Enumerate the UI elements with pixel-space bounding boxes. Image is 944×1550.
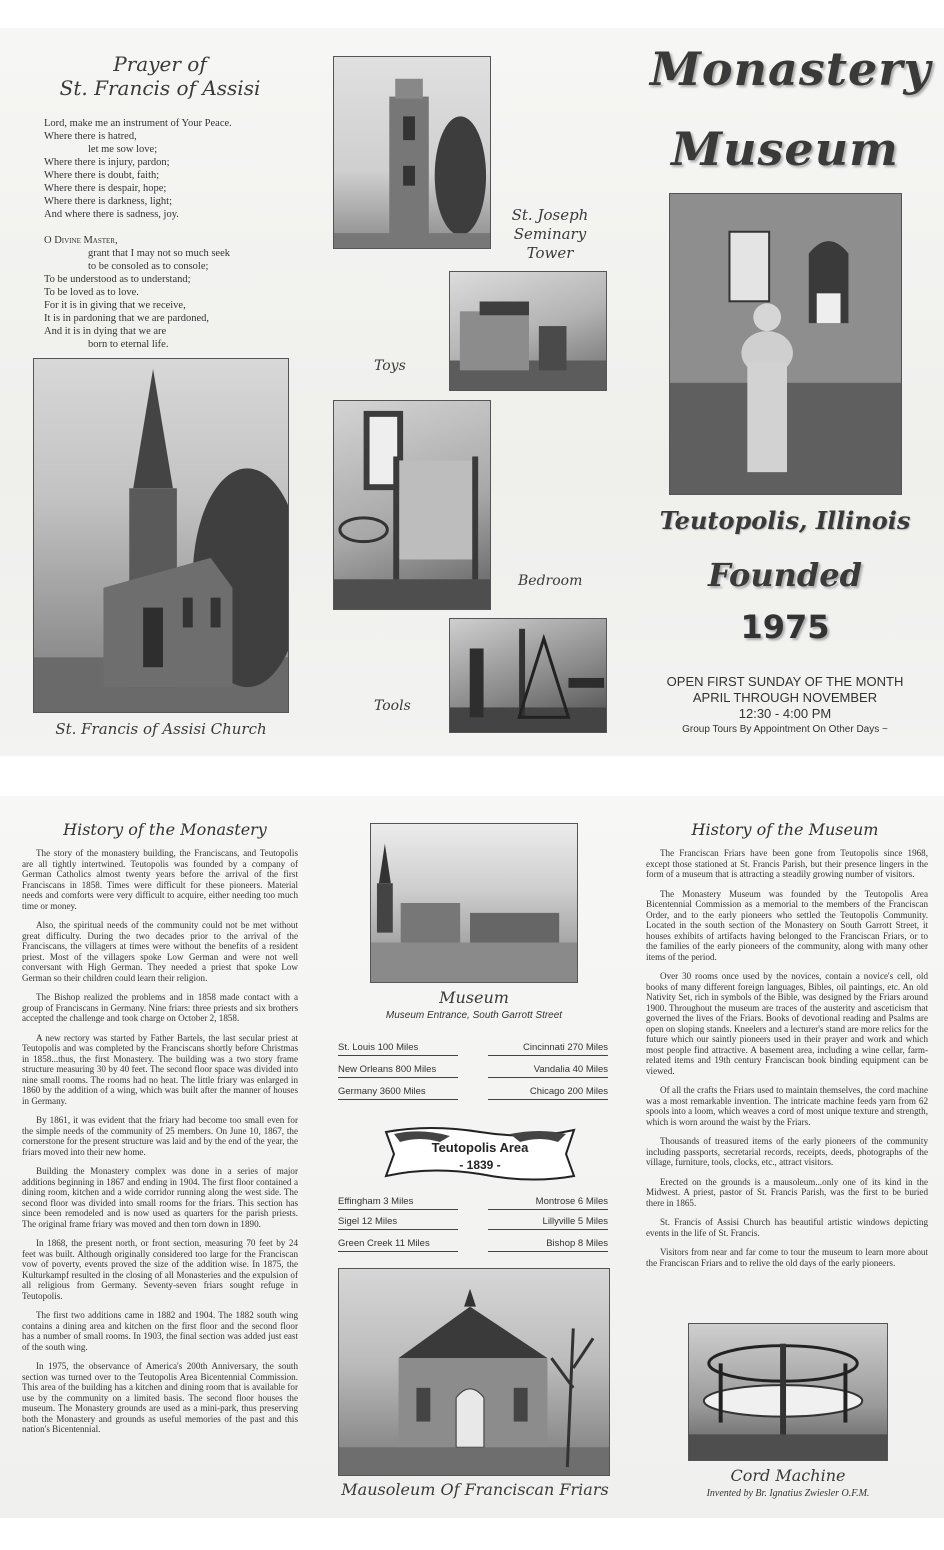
distance-left-top: Germany 3600 Miles [338,1086,458,1100]
distance-right-bottom: Montrose 6 Miles [488,1196,608,1210]
prayer-title [40,52,280,100]
tours-note: Group Tours By Appointment On Other Days ~ [682,724,888,735]
prayer-line: Where there is hatred, [44,131,137,142]
cover-founded: Founded [708,556,862,594]
distance-left-top: St. Louis 100 Miles [338,1042,458,1056]
brochure-outside [0,28,944,756]
area-title: Teutopolis Area [431,1140,529,1155]
paragraph: In 1975, the observance of America's 200th Anniversary, the south section was turned over to the Teutopolis Area Bicentennial Commission. This area of the building has a kitchen and dining room that is available for use by the community on a limited basis. The second floor houses the museum. The Monastery grounds are used as a mini-park, thus preserving both the Monastery and grounds as useful memories of the past and this nation's Bicentennial. [22,1361,298,1434]
prayer-line: grant that I may not so much seek [88,248,231,259]
paragraph: A new rectory was started by Father Bartels, the last secular priest at Teutopolis and was completed by the Franciscans shortly before Christmas in 1858...thus, the first Monastery. The building was a two story frame structure measuring 30 by 40 feet. The second floor space was divided into nine small rooms. The rooms had no heat. The little friary was enlarged in 1860 by the addition of a wing, which was built after the manner of houses in Germany. [22,1032,298,1106]
distance-right-top: Chicago 200 Miles [488,1086,608,1100]
mausoleum-caption: Mausoleum Of Franciscan Friars [341,1480,609,1499]
paragraph: Erected on the grounds is a mausoleum...only one of its kind in the Midwest. A priest, pastor of St. Francis Parish, was the first to be buried there in 1865. [646,1176,928,1208]
prayer-line: And it is in dying that we are [44,326,167,337]
prayer-line: It is in pardoning that we are pardoned, [44,313,210,324]
cord-machine-caption: Cord Machine [730,1466,846,1485]
bedroom-photo [333,400,491,610]
history-museum-text [646,848,928,1277]
prayer-line: Where there is doubt, faith; [44,170,160,181]
mausoleum-photo [338,1268,610,1476]
paragraph: Building the Monastery complex was done in a series of major additions beginning in 1867 and ending in 1904. The first floor contained a dining room, kitchen and a wide corridor running along the west side. The second floor was divided into small rooms for the friars. This section has since been remodeled and is now used as quarters for the parish priests. The original frame friary was moved and then torn down in 1890. [22,1166,298,1229]
paragraph: Also, the spiritual needs of the community could not be met without great difficulty. During the two decades prior to the arrival of the Franciscans, the villagers at times were without the benefits of a resident priest. Most of the villagers spoke Low German and were not well conversant with High German. They needed a priest that spoke Low German so their children could learn their religion. [22,920,298,983]
bedroom-caption: Bedroom [518,573,583,589]
cord-machine-subcaption: Invented by Br. Ignatius Zwiesler O.F.M. [706,1488,870,1499]
prayer-line: born to eternal life. [88,339,169,350]
history-monastery-text [22,848,298,1444]
distance-left-bottom: Sigel 12 Miles [338,1216,458,1230]
history-museum-title: History of the Museum [691,820,879,839]
tools-caption: Tools [374,698,411,714]
area-year: - 1839 - [459,1158,501,1172]
distance-right-top: Cincinnati 270 Miles [488,1042,608,1056]
distance-left-bottom: Green Creek 11 Miles [338,1238,458,1252]
tools-photo [449,618,607,733]
prayer-line: To be loved as to love. [44,287,139,298]
church-caption: St. Francis of Assisi Church [55,720,267,738]
paragraph: St. Francis of Assisi Church has beautiful artistic windows depicting events in the life of St. Francis. [646,1217,928,1238]
prayer-line: To be understood as to understand; [44,274,191,285]
paragraph: The Bishop realized the problems and in 1858 made contact with a group of Franciscans in Germany. Nine friars: three priests and six brothers accepted the challenge and took charge on October 2, 1858. [22,992,298,1023]
prayer-line: For it is in giving that we receive, [44,300,186,311]
tower-caption-line1: St. Joseph [511,206,589,224]
tower-caption-line2: Seminary Tower [513,225,587,262]
distance-right-top: Vandalia 40 Miles [488,1064,608,1078]
paragraph: Of all the crafts the Friars used to maintain themselves, the cord machine was a most remarkable invention. The intricate machine feeds yarn from 62 spools into a loom, which weaves a cord of most unique texture and strength, which is worn around the waist by the Friars. [646,1085,928,1127]
church-photo [33,358,289,713]
prayer-line: And where there is sadness, joy. [44,209,179,220]
hours-line1: OPEN FIRST SUNDAY OF THE MONTH [666,674,904,689]
cover-year: 1975 [740,608,830,646]
hours-line3: 12:30 - 4:00 PM [738,706,832,721]
cover-title-line1: Monastery [650,42,932,96]
prayer-title-line1: Prayer of [113,52,207,76]
paragraph: The Monastery Museum was founded by the Teutopolis Area Bicentennial Commission as a memorial to the members of the Franciscan Order, and to the early pioneers who settled the Teutopolis Community. Located in the south section of the Monastery on South Garrott Street, it houses exhibits of artifacts having belonged to the Franciscan Friars, or to the families of the early pioneers of the community, along with many other items of the period. [646,888,928,962]
paragraph: By 1861, it was evident that the friary had become too small even for the simple needs of the community of 25 members. On June 10, 1867, the cornerstone for the present structure was laid and by the end of the year, the friars moved into their new home. [22,1115,298,1157]
museum-caption: Museum [439,988,509,1007]
paragraph: In 1868, the present north, or front section, measuring 70 feet by 24 feet was built. Although originally considered too large for the Franciscan vow of poverty, events proved the size of the addition wise. In 1875, the Kulturkampf resulted in the closing of all Monasteries and the expulsion of all religious from Germany. Seventy-seven friars sought refuge in Teutopolis. [22,1238,298,1301]
paragraph: The story of the monastery building, the Franciscans, and Teutopolis are all tightly intertwined. Teutopolis was founded by a company of German Catholics almost twenty years before the arrival of the first Franciscans in 1858. Times were difficult for these pioneers. Material needs and comforts were very difficult to acquire, either needing too much time or money. [22,848,298,911]
cover-title-line2: Museum [671,122,899,176]
distance-right-bottom: Lillyville 5 Miles [488,1216,608,1230]
cord-machine-photo [688,1323,888,1461]
paragraph: The first two additions came in 1882 and 1904. The 1882 south wing contains a dining area and kitchen on the first floor and the second floor has a number of small rooms. In 1903, the final section was added just east of the south wing. [22,1310,298,1352]
prayer-line: O Divine Master, [44,235,118,246]
museum-subcaption: Museum Entrance, South Garrott Street [385,1010,563,1021]
prayer-line: Where there is injury, pardon; [44,157,170,168]
toys-caption: Toys [374,358,406,374]
museum-photo [370,823,578,983]
tower-caption [494,206,606,263]
prayer-line: Where there is despair, hope; [44,183,167,194]
history-monastery-title: History of the Monastery [63,820,267,839]
cover-photo [669,193,902,495]
prayer-line: to be consoled as to console; [88,261,209,272]
cover-location: Teutopolis, Illinois [659,506,911,535]
prayer-title-line2: St. Francis of Assisi [59,76,261,100]
prayer-line: Lord, make me an instrument of Your Peace. [44,118,232,129]
distance-left-top: New Orleans 800 Miles [338,1064,458,1078]
prayer-line: Where there is darkness, light; [44,196,172,207]
paragraph: Over 30 rooms once used by the novices, contain a novice's cell, old books of many different foreign languages, Bibles, oil paintings, etc. An old Nativity Set, rich in symbols of the Bible, was designed by the Friars around 1900. Throughout the museum are traces of the austerity and asceticism that governed the lives of the Friars. Books of devotional reading and Psalms are open on sloping stands. Kneelers and a lecturer's stand are more relics for the future which our saintly pioneers used in their prayer and work and which most people find attractive. A basement area, including a wine cellar, farm-related items and 19th century Franciscan book binding equipment can be viewed. [646,971,928,1076]
tower-photo [333,56,491,249]
paragraph: Visitors from near and far come to tour the museum to learn more about the Franciscan Friars and to relive the old days of the early pioneers. [646,1247,928,1268]
paragraph: Thousands of treasured items of the early pioneers of the community including passports, secretarial records, receipts, deeds, photographs of the village, furniture, tools, clocks, etc., attract visitors. [646,1136,928,1167]
hours-line2: APRIL THROUGH NOVEMBER [692,690,878,705]
toys-photo [449,271,607,391]
distance-right-bottom: Bishop 8 Miles [488,1238,608,1252]
paragraph: The Franciscan Friars have been gone from Teutopolis since 1968, except those stationed at St. Francis Parish, but their presence lingers in the form of a museum that is attracting a steadily growing number of visitors. [646,848,928,879]
distance-left-bottom: Effingham 3 Miles [338,1196,458,1210]
prayer-line: let me sow love; [88,144,158,155]
